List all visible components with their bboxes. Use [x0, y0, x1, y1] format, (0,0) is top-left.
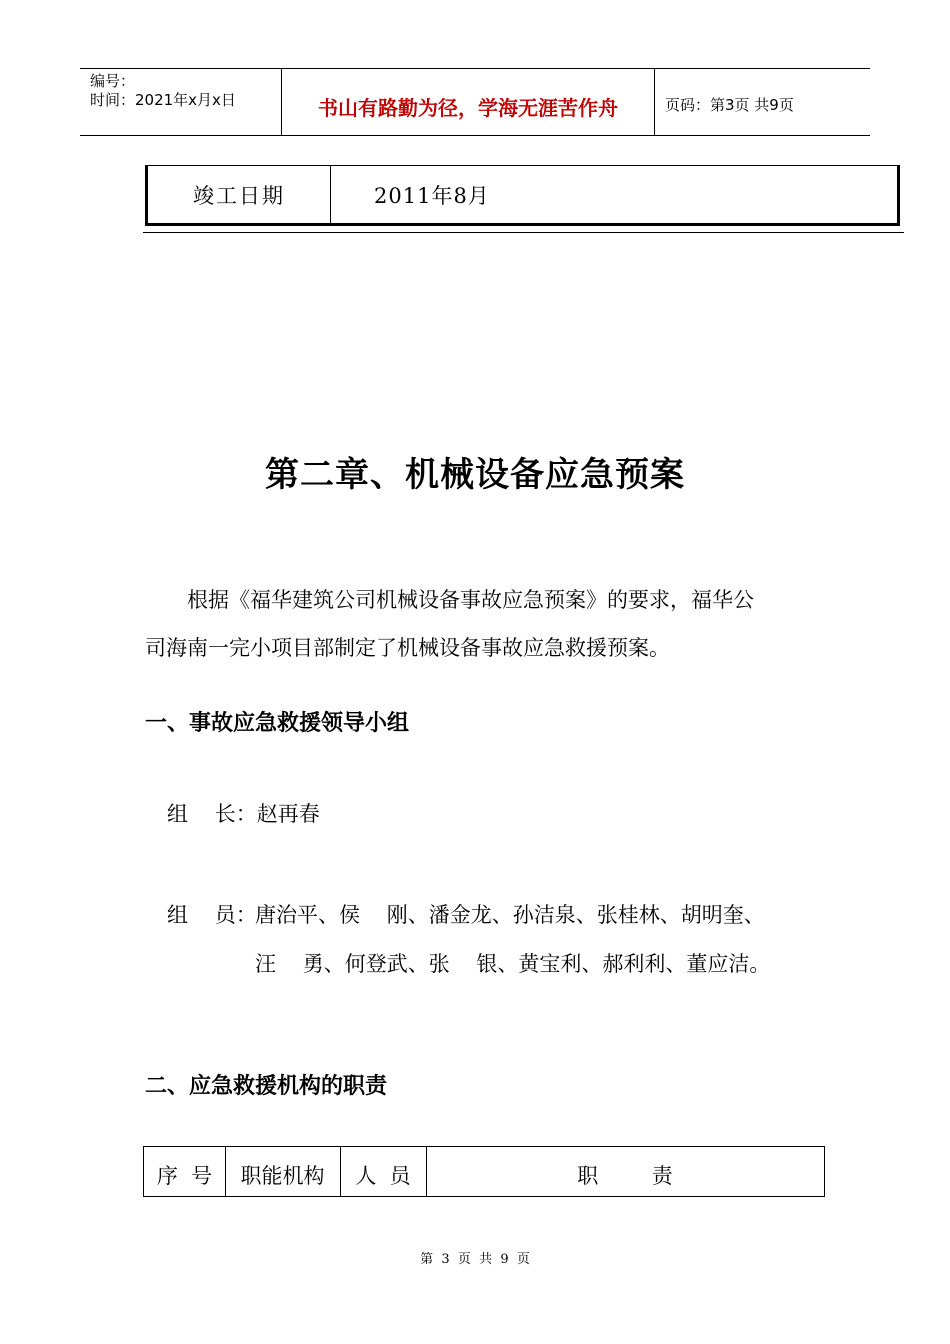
header-motto: 书山有路勤为径，学海无涯苦作舟: [318, 96, 618, 120]
time-label: 时间：2021年x月x日: [90, 91, 236, 109]
members-label: 组 员：: [167, 903, 257, 927]
completion-date-value: 2011年8月: [374, 184, 490, 208]
leader-name: 赵再春: [256, 802, 320, 826]
header-page-info: 页码：第3页 共9页: [665, 96, 794, 114]
members-line: 唐治平、侯 刚、潘金龙、孙洁泉、张桂林、胡明奎、: [255, 903, 765, 927]
number-label: 编号：: [90, 72, 136, 90]
table-divider: [330, 166, 331, 223]
header-meta: [90, 72, 236, 110]
table-header-cell: 序 号: [156, 1164, 213, 1188]
table-header-cell: 人 员: [355, 1164, 411, 1188]
table-header-cell: 职 责: [577, 1164, 673, 1188]
completion-table: [145, 165, 900, 226]
chapter-title: 第二章、机械设备应急预案: [265, 455, 685, 495]
intro-line: 根据《福华建筑公司机械设备事故应急预案》的要求，福华公: [187, 588, 754, 612]
completion-date-label: 竣工日期: [193, 184, 285, 208]
header-bottom-rule: [80, 135, 870, 136]
intro-line: 司海南一完小项目部制定了机械设备事故应急救援预案。: [145, 636, 670, 660]
section2-heading: 二、应急救援机构的职责: [145, 1074, 388, 1099]
table-header-cell: 职能机构: [240, 1164, 325, 1188]
header-divider: [654, 68, 655, 136]
duties-table: [143, 1146, 825, 1197]
intro-paragraph: [145, 576, 825, 672]
members-line: 汪 勇、何登武、张 银、黄宝利、郝利利、董应洁。: [255, 952, 771, 976]
leader-label: [167, 798, 320, 828]
leader-label-text: 组 长：: [167, 802, 257, 826]
section1-heading: 一、事故应急救援领导小组: [145, 711, 410, 736]
header-top-rule: [80, 68, 870, 69]
page-footer: 第 3 页 共 9 页: [420, 1252, 530, 1267]
